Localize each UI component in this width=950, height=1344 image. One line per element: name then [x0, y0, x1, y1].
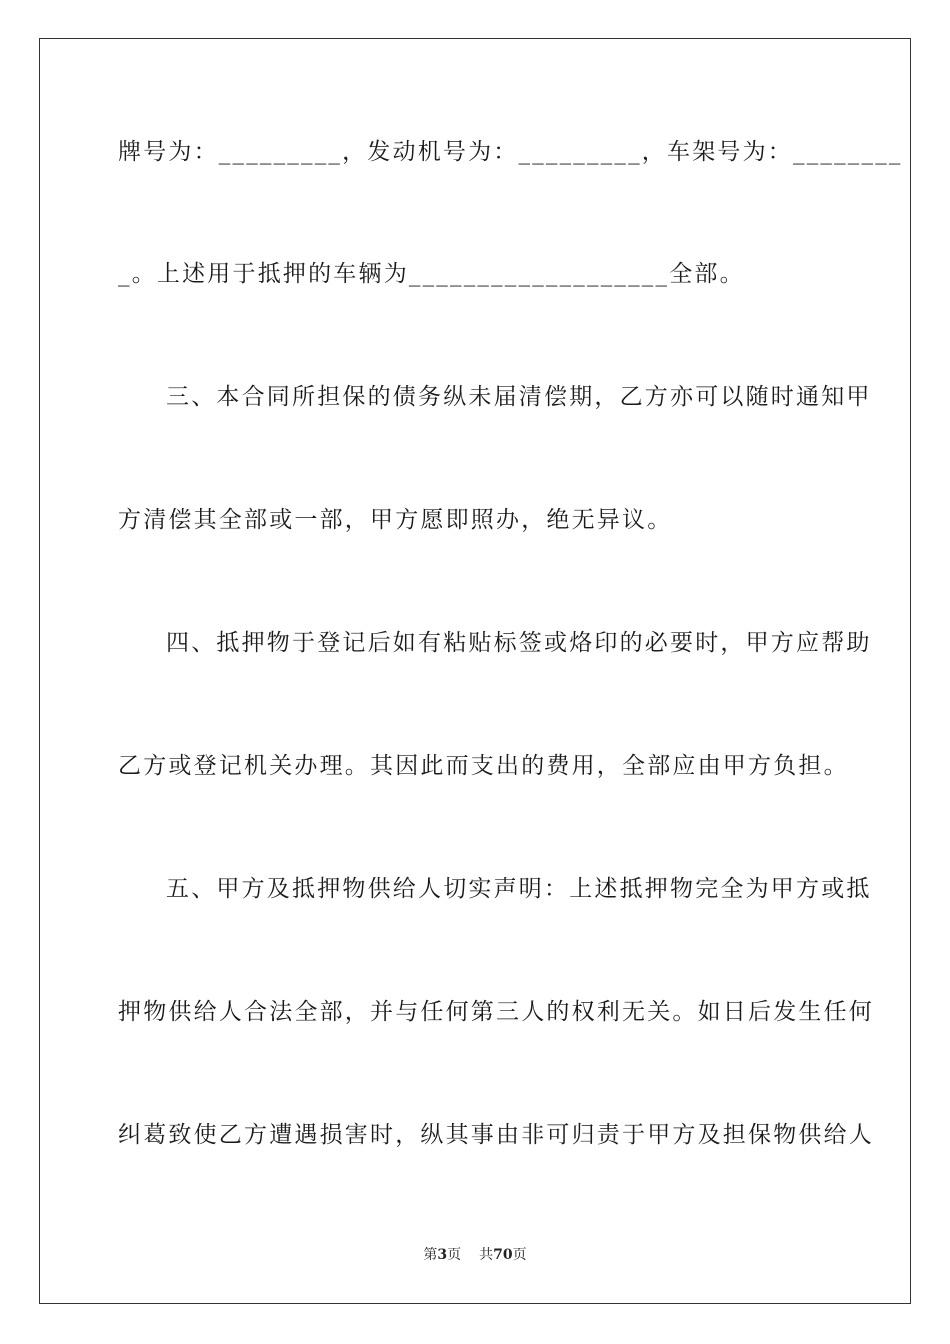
clause-five-line-1: 五、甲方及抵押物供给人切实声明：上述抵押物完全为甲方或抵	[166, 876, 872, 902]
clause-three-line-1: 三、本合同所担保的债务纵未届清偿期，乙方亦可以随时通知甲	[166, 384, 872, 410]
clause-four-line-1: 四、抵押物于登记后如有粘贴标签或烙印的必要时，甲方应帮助	[166, 630, 872, 656]
page-footer	[0, 1245, 950, 1265]
clause-five-line-2: 押物供给人合法全部，并与任何第三人的权利无关。如日后发生任何	[118, 999, 874, 1025]
page-suffix: 页	[447, 1247, 462, 1263]
page-prefix: 第	[423, 1247, 438, 1263]
clause-five-line-3: 纠葛致使乙方遭遇损害时，纵其事由非可归责于甲方及担保物供给人	[118, 1122, 874, 1148]
clause-four-line-2: 乙方或登记机关办理。其因此而支出的费用，全部应由甲方负担。	[118, 753, 849, 779]
total-pages: 70	[493, 1247, 513, 1263]
total-suffix: 页	[512, 1247, 527, 1263]
page-border	[39, 38, 911, 1304]
paragraph-line-1: 牌号为：_________，发动机号为：_________，车架号为：________	[118, 139, 903, 165]
total-prefix: 共	[479, 1247, 494, 1263]
clause-three-line-2: 方清偿其全部或一部，甲方愿即照办，绝无异议。	[118, 507, 673, 533]
paragraph-line-2: _。上述用于抵押的车辆为___________________全部。	[118, 261, 745, 287]
page-number: 3	[437, 1247, 448, 1263]
